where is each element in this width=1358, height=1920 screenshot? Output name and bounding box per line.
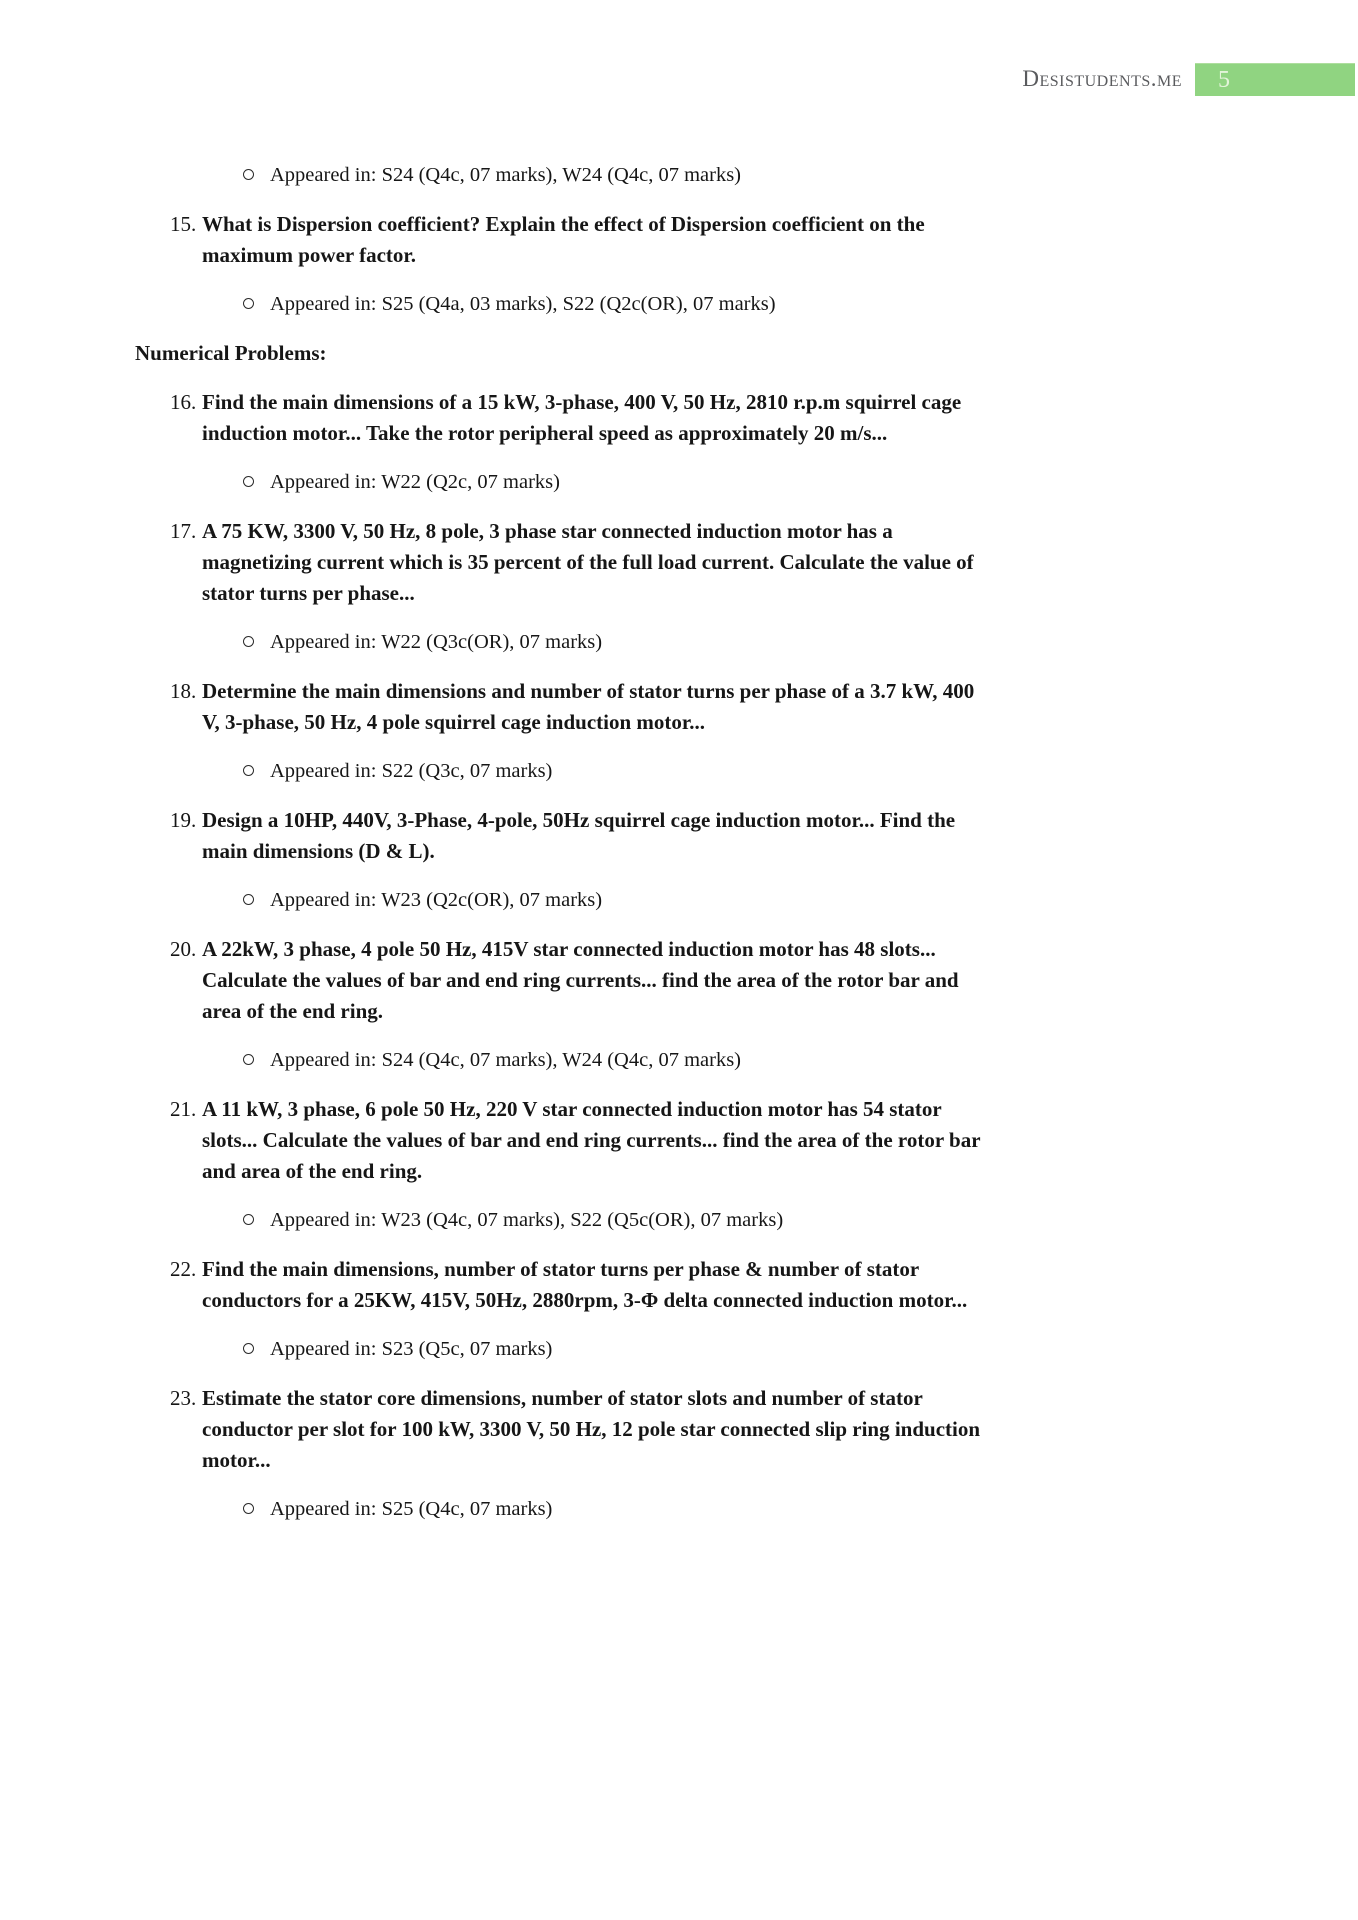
- question-line: motor...: [202, 1448, 271, 1472]
- question-text: [202, 676, 974, 738]
- appeared-in-bullet: [0, 1494, 1358, 1525]
- question-line: A 11 kW, 3 phase, 6 pole 50 Hz, 220 V star connected induction motor has 54 stator: [202, 1097, 942, 1121]
- question-item: [0, 1383, 1358, 1476]
- question-number: 21.: [170, 1097, 197, 1121]
- question-line: A 22kW, 3 phase, 4 pole 50 Hz, 415V star connected induction motor has 48 slots...: [202, 937, 936, 961]
- question-text: [202, 1383, 980, 1476]
- circle-bullet-icon: [243, 1214, 254, 1225]
- question-line: stator turns per phase...: [202, 581, 415, 605]
- appeared-in-text: Appeared in: W22 (Q3c(OR), 07 marks): [270, 631, 603, 653]
- document-body: [0, 160, 1358, 1543]
- appeared-in-bullet: [0, 627, 1358, 658]
- question-item: [0, 934, 1358, 1027]
- appeared-in-bullet: [0, 1205, 1358, 1236]
- question-number: 22.: [170, 1257, 197, 1281]
- appeared-in-bullet: [0, 289, 1358, 320]
- page-number-badge: [1195, 63, 1355, 96]
- question-line: V, 3-phase, 50 Hz, 4 pole squirrel cage induction motor...: [202, 710, 706, 734]
- question-line: induction motor... Take the rotor peripheral speed as approximately 20 m/s...: [202, 421, 888, 445]
- question-item: [0, 805, 1358, 867]
- question-text: [202, 516, 974, 609]
- appeared-in-bullet: [0, 160, 1358, 191]
- circle-bullet-icon: [243, 636, 254, 647]
- question-text: [202, 209, 925, 271]
- question-text: [202, 1254, 967, 1316]
- question-line: main dimensions (D & L).: [202, 839, 435, 863]
- page-header: [1022, 62, 1355, 96]
- circle-bullet-icon: [243, 894, 254, 905]
- page-number: 5: [1218, 66, 1230, 93]
- appeared-in-text: Appeared in: S24 (Q4c, 07 marks), W24 (Q4c, 07 marks): [270, 1049, 742, 1071]
- question-text: [202, 1094, 981, 1187]
- question-line: Determine the main dimensions and number of stator turns per phase of a 3.7 kW, 400: [202, 679, 975, 703]
- circle-bullet-icon: [243, 1503, 254, 1514]
- appeared-in-text: Appeared in: W23 (Q4c, 07 marks), S22 (Q5c(OR), 07 marks): [270, 1209, 784, 1231]
- appeared-in-text: Appeared in: W22 (Q2c, 07 marks): [270, 471, 560, 493]
- question-line: magnetizing current which is 35 percent of the full load current. Calculate the value of: [202, 550, 974, 574]
- question-line: Find the main dimensions, number of stator turns per phase & number of stator: [202, 1257, 920, 1281]
- question-line: conductor per slot for 100 kW, 3300 V, 50 Hz, 12 pole star connected slip ring induction: [202, 1417, 981, 1441]
- question-line: Find the main dimensions of a 15 kW, 3-phase, 400 V, 50 Hz, 2810 r.p.m squirrel cage: [202, 390, 962, 414]
- appeared-in-bullet: [0, 467, 1358, 498]
- question-item: [0, 387, 1358, 449]
- question-line: Calculate the values of bar and end ring currents... find the area of the rotor bar and: [202, 968, 959, 992]
- question-line: area of the end ring.: [202, 999, 384, 1023]
- question-item: [0, 516, 1358, 609]
- site-title: Desistudents.me: [1022, 66, 1182, 91]
- appeared-in-text: Appeared in: S25 (Q4a, 03 marks), S22 (Q2c(OR), 07 marks): [270, 293, 776, 315]
- question-line: slots... Calculate the values of bar and end ring currents... find the area of the rotor bar: [202, 1128, 981, 1152]
- question-line: and area of the end ring.: [202, 1159, 423, 1183]
- question-line: What is Dispersion coefficient? Explain the effect of Dispersion coefficient on the: [202, 212, 925, 236]
- appeared-in-bullet: [0, 756, 1358, 787]
- appeared-in-bullet: [0, 1334, 1358, 1365]
- question-item: [0, 1254, 1358, 1316]
- question-number: 23.: [170, 1386, 197, 1410]
- question-number: 17.: [170, 519, 197, 543]
- question-item: [0, 676, 1358, 738]
- question-item: [0, 1094, 1358, 1187]
- appeared-in-bullet: [0, 885, 1358, 916]
- appeared-in-text: Appeared in: S23 (Q5c, 07 marks): [270, 1338, 553, 1360]
- appeared-in-bullet: [0, 1045, 1358, 1076]
- appeared-in-text: Appeared in: W23 (Q2c(OR), 07 marks): [270, 889, 603, 911]
- appeared-in-text: Appeared in: S25 (Q4c, 07 marks): [270, 1498, 553, 1520]
- question-line: maximum power factor.: [202, 243, 417, 267]
- question-line: conductors for a 25KW, 415V, 50Hz, 2880rpm, 3-Φ delta connected induction motor...: [202, 1288, 968, 1312]
- question-number: 18.: [170, 679, 197, 703]
- question-text: [202, 934, 959, 1027]
- question-number: 16.: [170, 390, 197, 414]
- appeared-in-text: Appeared in: S24 (Q4c, 07 marks), W24 (Q4c, 07 marks): [270, 164, 742, 186]
- question-line: Design a 10HP, 440V, 3-Phase, 4-pole, 50Hz squirrel cage induction motor... Find the: [202, 808, 956, 832]
- question-number: 19.: [170, 808, 197, 832]
- circle-bullet-icon: [243, 1343, 254, 1354]
- circle-bullet-icon: [243, 169, 254, 180]
- circle-bullet-icon: [243, 476, 254, 487]
- circle-bullet-icon: [243, 765, 254, 776]
- appeared-in-text: Appeared in: S22 (Q3c, 07 marks): [270, 760, 553, 782]
- question-item: [0, 209, 1358, 271]
- question-text: [202, 387, 961, 449]
- question-line: Estimate the stator core dimensions, number of stator slots and number of stator: [202, 1386, 923, 1410]
- circle-bullet-icon: [243, 298, 254, 309]
- circle-bullet-icon: [243, 1054, 254, 1065]
- question-number: 20.: [170, 937, 197, 961]
- question-text: [202, 805, 955, 867]
- question-line: A 75 KW, 3300 V, 50 Hz, 8 pole, 3 phase star connected induction motor has a: [202, 519, 893, 543]
- section-heading: Numerical Problems:: [135, 341, 327, 365]
- question-number: 15.: [170, 212, 197, 236]
